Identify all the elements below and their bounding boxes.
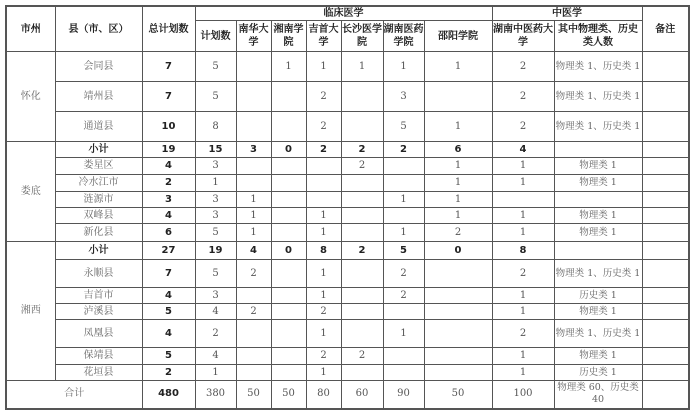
subtotal-row [6, 242, 689, 260]
shaoyang-cell: 1 [424, 192, 492, 208]
jishou-cell: 2 [306, 82, 341, 112]
nanhua-cell: 1 [236, 192, 271, 208]
tcm-note-cell: 物理类 1、历史类 1 [554, 320, 642, 348]
tcm-note-cell: 物理类 1、历史类 1 [554, 52, 642, 82]
table-row [6, 112, 689, 142]
table-row [6, 288, 689, 304]
city-cell: 湘西 [6, 242, 55, 381]
plan-cell: 4 [195, 304, 236, 320]
plan-cell: 19 [195, 242, 236, 260]
xiangnan-cell [271, 365, 306, 381]
nanhua-cell: 1 [236, 208, 271, 224]
nanhua-cell [236, 348, 271, 365]
remark-cell [642, 288, 689, 304]
table-row [6, 82, 689, 112]
plan-cell: 3 [195, 208, 236, 224]
xiangnan-cell [271, 192, 306, 208]
plan-cell: 8 [195, 112, 236, 142]
plan-cell: 5 [195, 52, 236, 82]
county-cell: 吉首市 [55, 288, 142, 304]
shaoyang-cell: 1 [424, 52, 492, 82]
tcm-cell: 1 [492, 365, 554, 381]
subtotal-row [6, 142, 689, 158]
nanhua-cell [236, 52, 271, 82]
shaoyang-cell: 1 [424, 175, 492, 192]
table-row [6, 348, 689, 365]
xiangnan-cell [271, 224, 306, 242]
plan-cell: 1 [195, 175, 236, 192]
total-cell: 4 [142, 320, 195, 348]
table-row [6, 365, 689, 381]
nanhua-cell: 1 [236, 224, 271, 242]
hunan-med-cell: 1 [383, 192, 424, 208]
shaoyang-cell: 1 [424, 112, 492, 142]
jishou-cell: 1 [306, 224, 341, 242]
remark-cell [642, 242, 689, 260]
changsha-cell [341, 192, 383, 208]
remark-cell [642, 82, 689, 112]
total-cell: 480 [142, 381, 195, 409]
tcm-cell: 2 [492, 260, 554, 288]
nanhua-cell [236, 82, 271, 112]
shaoyang-cell [424, 320, 492, 348]
xiangnan-cell [271, 320, 306, 348]
xiangnan-cell [271, 288, 306, 304]
shaoyang-cell [424, 304, 492, 320]
county-cell: 靖州县 [55, 82, 142, 112]
county-cell: 泸溪县 [55, 304, 142, 320]
header-total-plan: 总计划数 [142, 6, 195, 52]
nanhua-cell [236, 365, 271, 381]
changsha-cell [341, 224, 383, 242]
tcm-cell: 1 [492, 158, 554, 175]
tcm-note-cell: 历史类 1 [554, 365, 642, 381]
xiangnan-cell: 0 [271, 142, 306, 158]
jishou-cell [306, 158, 341, 175]
plan-cell: 3 [195, 158, 236, 175]
changsha-cell [341, 304, 383, 320]
tcm-note-cell: 物理类 1、历史类 1 [554, 260, 642, 288]
changsha-cell: 2 [341, 348, 383, 365]
hunan-med-cell [383, 348, 424, 365]
table-row [6, 52, 689, 82]
tcm-note-cell: 物理类 1 [554, 175, 642, 192]
changsha-cell [341, 208, 383, 224]
total-cell: 7 [142, 82, 195, 112]
table-row [6, 175, 689, 192]
jishou-cell: 2 [306, 142, 341, 158]
tcm-cell: 100 [492, 381, 554, 409]
header-group-clinical: 临床医学 [195, 6, 492, 21]
remark-cell [642, 142, 689, 158]
tcm-note-cell [554, 242, 642, 260]
header-hunan-med: 湖南医药学院 [383, 21, 424, 52]
shaoyang-cell [424, 82, 492, 112]
tcm-note-cell: 物理类 1 [554, 158, 642, 175]
tcm-note-cell [554, 142, 642, 158]
shaoyang-cell [424, 348, 492, 365]
total-cell: 4 [142, 208, 195, 224]
county-cell: 永顺县 [55, 260, 142, 288]
tcm-cell: 2 [492, 112, 554, 142]
jishou-cell [306, 192, 341, 208]
grand-total-row [6, 381, 689, 409]
tcm-note-cell [554, 192, 642, 208]
tcm-cell: 1 [492, 288, 554, 304]
county-cell: 新化县 [55, 224, 142, 242]
tcm-note-cell: 物理类 1 [554, 348, 642, 365]
county-cell: 娄星区 [55, 158, 142, 175]
table-row [6, 208, 689, 224]
header-row-1 [6, 6, 689, 21]
total-cell: 19 [142, 142, 195, 158]
header-tcm-univ: 湖南中医药大学 [492, 21, 554, 52]
shaoyang-cell [424, 365, 492, 381]
plan-cell: 3 [195, 192, 236, 208]
hunan-med-cell: 90 [383, 381, 424, 409]
grand-total-label: 合计 [6, 381, 142, 409]
table-row [6, 320, 689, 348]
hunan-med-cell [383, 208, 424, 224]
header-shaoyang: 邵阳学院 [424, 21, 492, 52]
hunan-med-cell: 5 [383, 112, 424, 142]
hunan-med-cell [383, 175, 424, 192]
county-cell: 冷水江市 [55, 175, 142, 192]
tcm-cell: 8 [492, 242, 554, 260]
tcm-note-cell: 物理类 1、历史类 1 [554, 112, 642, 142]
total-cell: 5 [142, 348, 195, 365]
header-tcm-note: 其中物理类、历史类人数 [554, 21, 642, 52]
plan-cell: 5 [195, 82, 236, 112]
header-county: 县（市、区） [55, 6, 142, 52]
nanhua-cell [236, 288, 271, 304]
hunan-med-cell: 1 [383, 224, 424, 242]
subtotal-label: 小计 [55, 242, 142, 260]
xiangnan-cell [271, 175, 306, 192]
remark-cell [642, 208, 689, 224]
hunan-med-cell: 1 [383, 320, 424, 348]
plan-cell: 2 [195, 320, 236, 348]
hunan-med-cell [383, 304, 424, 320]
nanhua-cell: 2 [236, 260, 271, 288]
nanhua-cell: 3 [236, 142, 271, 158]
tcm-cell: 1 [492, 224, 554, 242]
shaoyang-cell: 0 [424, 242, 492, 260]
tcm-note-cell: 物理类 1 [554, 208, 642, 224]
remark-cell [642, 192, 689, 208]
header-nanhua: 南华大学 [236, 21, 271, 52]
tcm-note-cell: 历史类 1 [554, 288, 642, 304]
header-group-tcm: 中医学 [492, 6, 642, 21]
xiangnan-cell: 0 [271, 242, 306, 260]
changsha-cell: 2 [341, 242, 383, 260]
changsha-cell: 2 [341, 158, 383, 175]
jishou-cell: 1 [306, 288, 341, 304]
plan-cell: 5 [195, 260, 236, 288]
shaoyang-cell [424, 288, 492, 304]
changsha-cell [341, 288, 383, 304]
total-cell: 6 [142, 224, 195, 242]
header-city: 市州 [6, 6, 55, 52]
county-cell: 涟源市 [55, 192, 142, 208]
jishou-cell: 1 [306, 260, 341, 288]
enrollment-quota-table [5, 5, 690, 410]
tcm-cell [492, 192, 554, 208]
changsha-cell [341, 320, 383, 348]
total-cell: 4 [142, 288, 195, 304]
plan-cell: 5 [195, 224, 236, 242]
table-row [6, 260, 689, 288]
subtotal-label: 小计 [55, 142, 142, 158]
remark-cell [642, 365, 689, 381]
total-cell: 27 [142, 242, 195, 260]
hunan-med-cell: 2 [383, 288, 424, 304]
tcm-cell: 1 [492, 304, 554, 320]
nanhua-cell: 2 [236, 304, 271, 320]
remark-cell [642, 260, 689, 288]
remark-cell [642, 381, 689, 409]
remark-cell [642, 52, 689, 82]
plan-cell: 380 [195, 381, 236, 409]
plan-cell: 4 [195, 348, 236, 365]
total-cell: 4 [142, 158, 195, 175]
table-row [6, 158, 689, 175]
xiangnan-cell [271, 348, 306, 365]
shaoyang-cell: 1 [424, 208, 492, 224]
jishou-cell: 80 [306, 381, 341, 409]
jishou-cell: 1 [306, 52, 341, 82]
header-remarks: 备注 [642, 6, 689, 52]
tcm-cell: 1 [492, 348, 554, 365]
tcm-cell: 1 [492, 208, 554, 224]
nanhua-cell [236, 175, 271, 192]
total-cell: 3 [142, 192, 195, 208]
plan-cell: 1 [195, 365, 236, 381]
shaoyang-cell [424, 260, 492, 288]
hunan-med-cell [383, 365, 424, 381]
jishou-cell: 2 [306, 348, 341, 365]
tcm-note-cell: 物理类 1、历史类 1 [554, 82, 642, 112]
tcm-cell: 2 [492, 52, 554, 82]
hunan-med-cell [383, 158, 424, 175]
county-cell: 双峰县 [55, 208, 142, 224]
remark-cell [642, 224, 689, 242]
changsha-cell [341, 175, 383, 192]
county-cell: 花垣县 [55, 365, 142, 381]
xiangnan-cell: 1 [271, 52, 306, 82]
total-cell: 10 [142, 112, 195, 142]
xiangnan-cell [271, 208, 306, 224]
remark-cell [642, 304, 689, 320]
table-row [6, 192, 689, 208]
nanhua-cell: 4 [236, 242, 271, 260]
table-row [6, 224, 689, 242]
plan-cell: 15 [195, 142, 236, 158]
tcm-note-cell: 物理类 60、历史类 40 [554, 381, 642, 409]
nanhua-cell [236, 158, 271, 175]
nanhua-cell [236, 320, 271, 348]
header-clinical-plan: 计划数 [195, 21, 236, 52]
shaoyang-cell: 50 [424, 381, 492, 409]
xiangnan-cell [271, 304, 306, 320]
remark-cell [642, 348, 689, 365]
city-cell: 娄底 [6, 142, 55, 242]
hunan-med-cell: 2 [383, 142, 424, 158]
total-cell: 5 [142, 304, 195, 320]
jishou-cell: 1 [306, 320, 341, 348]
changsha-cell [341, 365, 383, 381]
tcm-cell: 4 [492, 142, 554, 158]
tcm-note-cell: 物理类 1 [554, 224, 642, 242]
total-cell: 7 [142, 260, 195, 288]
county-cell: 会同县 [55, 52, 142, 82]
county-cell: 通道县 [55, 112, 142, 142]
shaoyang-cell: 1 [424, 158, 492, 175]
nanhua-cell: 50 [236, 381, 271, 409]
jishou-cell: 2 [306, 304, 341, 320]
changsha-cell [341, 112, 383, 142]
county-cell: 保靖县 [55, 348, 142, 365]
total-cell: 7 [142, 52, 195, 82]
tcm-cell: 2 [492, 320, 554, 348]
jishou-cell: 2 [306, 112, 341, 142]
table-row [6, 304, 689, 320]
changsha-cell: 60 [341, 381, 383, 409]
jishou-cell: 8 [306, 242, 341, 260]
remark-cell [642, 158, 689, 175]
jishou-cell: 1 [306, 208, 341, 224]
tcm-cell: 1 [492, 175, 554, 192]
header-xiangnan: 湘南学院 [271, 21, 306, 52]
changsha-cell [341, 260, 383, 288]
hunan-med-cell: 3 [383, 82, 424, 112]
total-cell: 2 [142, 365, 195, 381]
changsha-cell: 2 [341, 142, 383, 158]
remark-cell [642, 175, 689, 192]
xiangnan-cell [271, 112, 306, 142]
plan-cell: 3 [195, 288, 236, 304]
remark-cell [642, 112, 689, 142]
nanhua-cell [236, 112, 271, 142]
total-cell: 2 [142, 175, 195, 192]
changsha-cell: 1 [341, 52, 383, 82]
shaoyang-cell: 6 [424, 142, 492, 158]
xiangnan-cell [271, 82, 306, 112]
tcm-note-cell: 物理类 1 [554, 304, 642, 320]
xiangnan-cell [271, 158, 306, 175]
city-cell: 怀化 [6, 52, 55, 142]
hunan-med-cell: 2 [383, 260, 424, 288]
hunan-med-cell: 5 [383, 242, 424, 260]
county-cell: 凤凰县 [55, 320, 142, 348]
remark-cell [642, 320, 689, 348]
xiangnan-cell [271, 260, 306, 288]
header-changsha: 长沙医学院 [341, 21, 383, 52]
changsha-cell [341, 82, 383, 112]
jishou-cell [306, 175, 341, 192]
shaoyang-cell: 2 [424, 224, 492, 242]
tcm-cell: 2 [492, 82, 554, 112]
quota-table-container [5, 5, 690, 410]
header-jishou: 吉首大学 [306, 21, 341, 52]
hunan-med-cell: 1 [383, 52, 424, 82]
xiangnan-cell: 50 [271, 381, 306, 409]
jishou-cell: 1 [306, 365, 341, 381]
